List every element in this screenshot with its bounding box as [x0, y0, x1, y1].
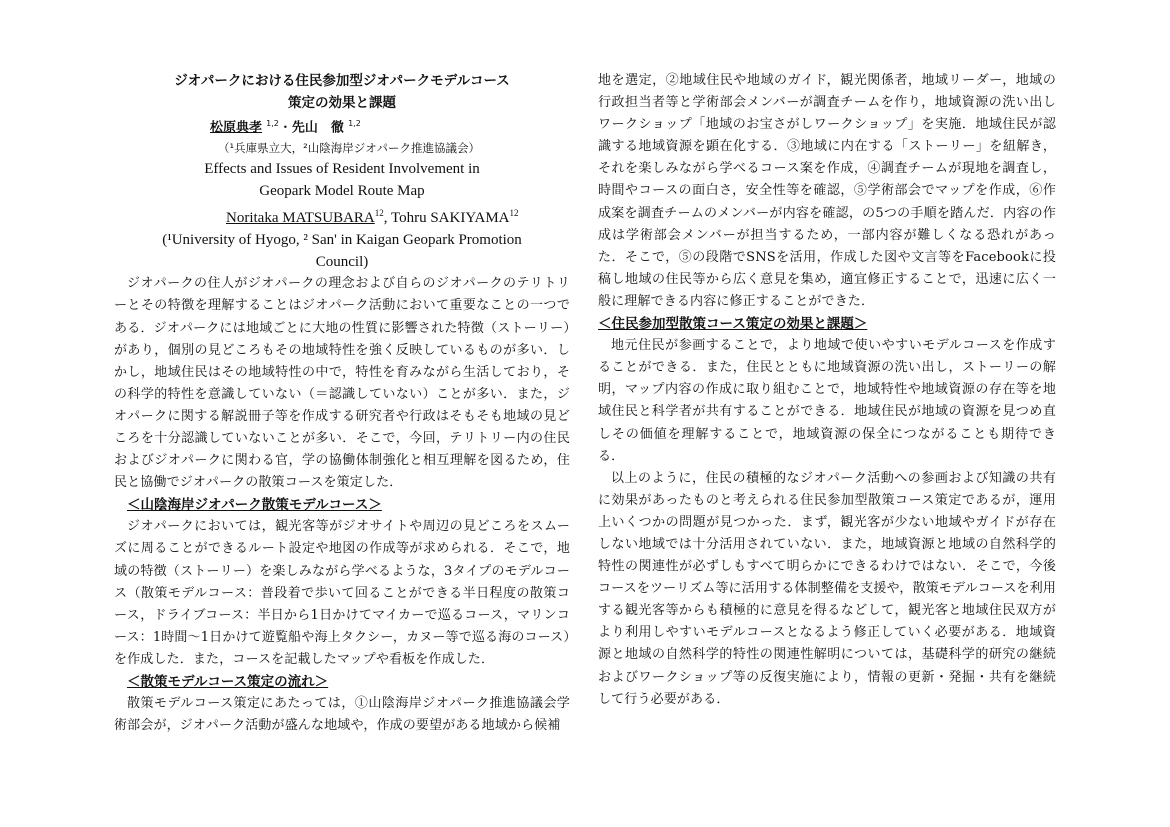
section-heading-effects: ＜住民参加型散策コース策定の効果と課題＞ [598, 316, 868, 333]
author2-jp: 先山 徹 [291, 120, 344, 136]
issues-paragraph: 以上のように，住民の積極的なジオパーク活動への参画および知識の共有に効果があったものと考えられる住民参加型散策コース策定であるが，運用上いくつかの問題が見つかった．まず，観光客が少ない地域やガイドが存在しない地域では十分活用されていない．また，地域資源と地域の自然科学的特性の関連性が必ずしもすべて明らかにできるわけではない．そこで，今後コースをツーリズム等に活用する体制整備を支援や，散策モデルコースを利用する観光客等からも積極的に意見を得るなどして，観光客と地域住民双方がより利用しやすいモデルコースとなるよう修正していく必要がある．地域資源と地域の自然科学的特性の関連性解明については，基礎科学的研究の継続およびワークショップ等の反復実施により，情報の更新・発掘・共有を継続して行う必要がある． [598, 470, 1056, 707]
title-jp-line2: 策定の効果と課題 [288, 95, 396, 111]
affiliation-en [114, 229, 570, 273]
left-column [114, 70, 570, 737]
title-en-line2: Geopark Model Route Map [259, 183, 425, 200]
affiliation-jp: （¹兵庫県立大，²山陰海岸ジオパーク推進協議会） [218, 141, 480, 156]
process-paragraph-start: 散策モデルコース策定にあたっては，①山陰海岸ジオパーク推進協議会学術部会が，ジオパーク活動が盛んな地域や，作成の要望がある地域から候補 [114, 696, 570, 734]
author1-en: Noritaka MATSUBARA [226, 210, 375, 227]
affiliation-en-line1: (¹University of Hyogo, ² San' in Kaigan Geopark Promotion [162, 232, 522, 249]
author2-en-affil: 12 [509, 208, 519, 219]
authors-jp [114, 114, 570, 138]
author1-jp-affil: 1,2 [266, 119, 279, 128]
process-paragraph-cont: 地を選定，②地域住民や地域のガイド，観光関係者，地域リーダー，地域の行政担当者等と学術部会メンバーが調査チームを作り，地域資源の洗い出しワークショップ「地域のお宝さがしワークショップ」を実施．地域住民が認識する地域資源を顕在化する．③地域に内在する「ストーリー」を紐解き，それを楽しみながら学べるコース案を作成，④調査チームが現地を調査し，時間やコースの面白さ，安全性等を確認，⑤学術部会でマップを作成，⑥作成案を調査チームのメンバーが内容を確認，の5つの手順を踏んだ．内容の作成は学術部会メンバーが担当するため，一部内容が難しくなる恐れがあった．そこで，⑤の段階でSNSを活用，作成した図や文言等をFacebookに投稿し地域の住民等から広く意見を集め，適宜修正することで，迅速に広く一般に理解できる内容に修正することができた． [598, 73, 1056, 309]
author1-jp: 松原典孝 [210, 120, 263, 136]
title-en-line1: Effects and Issues of Resident Involvement in [204, 161, 480, 178]
intro-paragraph: ジオパークの住人がジオパークの理念および自らのジオパークのテリトリーとその特徴を理解することはジオパーク活動において重要なことの一つである．ジオパークには地域ごとに大地の性質に影響された特徴（ストーリー）があり，個別の見どころもその地域特性を強く反映しているものが多い．しかし，地域住民はその地域特性の中で，特性を育みながら生活しており，その科学的特性を意識していない（＝認識していない）ことが多い．また，ジオパークに関する解説冊子等を作成する研究者や行政はそもそも地域の見どころを十分認識していないことが多い．そこで，今回，テリトリー内の住民およびジオパークに関わる官，学の協働体制強化と相互理解を図るため，住民と協働でジオパークの散策コースを策定した． [114, 276, 570, 491]
model-course-paragraph: ジオパークにおいては，観光客等がジオサイトや周辺の見どころをスムーズに周ることができるルート設定や地図の作成等が求められる．そこで，地域の特徴（ストーリー）を楽しみながら学べるような，3タイプのモデルコース（散策モデルコース：普段着で歩いて回ることができる半日程度の散策コース，ドライブコース：半日から1日かけてマイカーで巡るコース，マリンコース：1時間〜1日かけて遊覧船や海上タクシー，カヌー等で巡る海のコース）を作成した．また，コースを記載したマップや看板を作成した． [114, 519, 570, 667]
author2-jp-affil: 1,2 [348, 119, 361, 128]
author2-en: , Tohru SAKIYAMA [383, 210, 510, 227]
title-jp [114, 70, 570, 114]
effects-paragraph: 地元住民が参画することで，より地域で使いやすいモデルコースを作成することができる．また，住民とともに地域資源の洗い出し，ストーリーの解明，マップ内容の作成に取り組むことで，地域特性や地域資源の存在等を地域住民と科学者が共有することができる．地域住民が地域の資源を見つめ直しその価値を理解することで，地域資源の保全につながることも期待できる． [598, 338, 1056, 464]
section-heading-process: ＜散策モデルコース策定の流れ＞ [127, 674, 329, 691]
right-column [598, 70, 1056, 711]
authors-en [114, 202, 570, 229]
section-heading-model-course: ＜山陰海岸ジオパーク散策モデルコース＞ [127, 497, 382, 514]
author1-en-affil: 12 [374, 208, 384, 219]
title-en [114, 158, 570, 202]
title-jp-line1: ジオパークにおける住民参加型ジオパークモデルコース [174, 73, 510, 89]
affiliation-en-line2: Council) [315, 254, 369, 271]
author-separator: ・ [278, 120, 292, 136]
